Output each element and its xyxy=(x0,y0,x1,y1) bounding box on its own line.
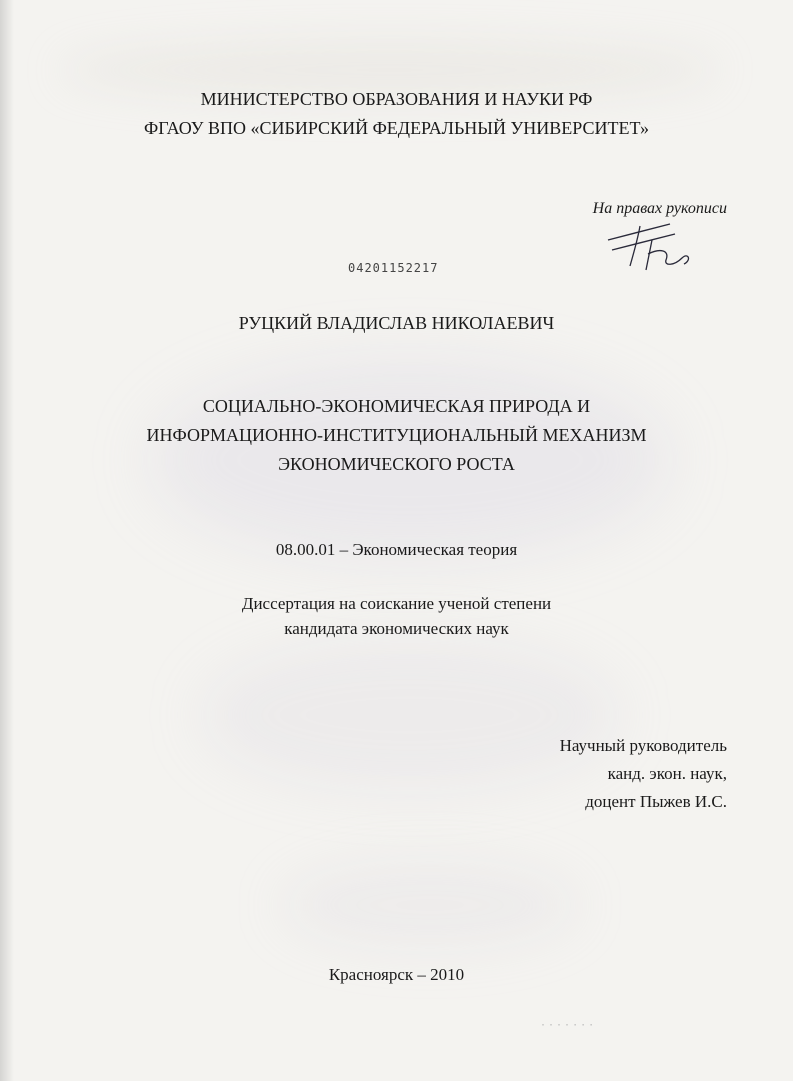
title-line-3: ЭКОНОМИЧЕСКОГО РОСТА xyxy=(278,454,515,474)
ministry-heading: МИНИСТЕРСТВО ОБРАЗОВАНИЯ И НАУКИ РФ xyxy=(200,89,593,109)
specialty-code: 08.00.01 – Экономическая теория xyxy=(275,540,518,559)
city-year: Красноярск – 2010 xyxy=(328,965,465,984)
manuscript-note: На правах рукописи xyxy=(592,200,727,217)
title-line-1: СОЦИАЛЬНО-ЭКОНОМИЧЕСКАЯ ПРИРОДА И xyxy=(202,396,591,416)
degree-line-2: кандидата экономических наук xyxy=(284,619,509,638)
handwritten-signature xyxy=(600,220,695,275)
catalog-number: 04201152217 xyxy=(348,261,439,275)
university-heading: ФГАОУ ВПО «СИБИРСКИЙ ФЕДЕРАЛЬНЫЙ УНИВЕРСИТЕТ» xyxy=(143,118,650,138)
scan-artifact: ······· xyxy=(540,1020,597,1031)
scan-stain xyxy=(200,640,620,790)
degree-line-1: Диссертация на соискание ученой степени xyxy=(241,594,552,613)
scan-stain xyxy=(280,860,580,950)
title-line-2: ИНФОРМАЦИОННО-ИНСТИТУЦИОНАЛЬНЫЙ МЕХАНИЗМ xyxy=(146,425,647,445)
supervisor-role: Научный руководитель xyxy=(559,736,727,755)
supervisor-name: доцент Пыжев И.С. xyxy=(585,792,727,811)
supervisor-degree: канд. экон. наук, xyxy=(607,764,727,783)
author-name: РУЦКИЙ ВЛАДИСЛАВ НИКОЛАЕВИЧ xyxy=(238,313,555,333)
